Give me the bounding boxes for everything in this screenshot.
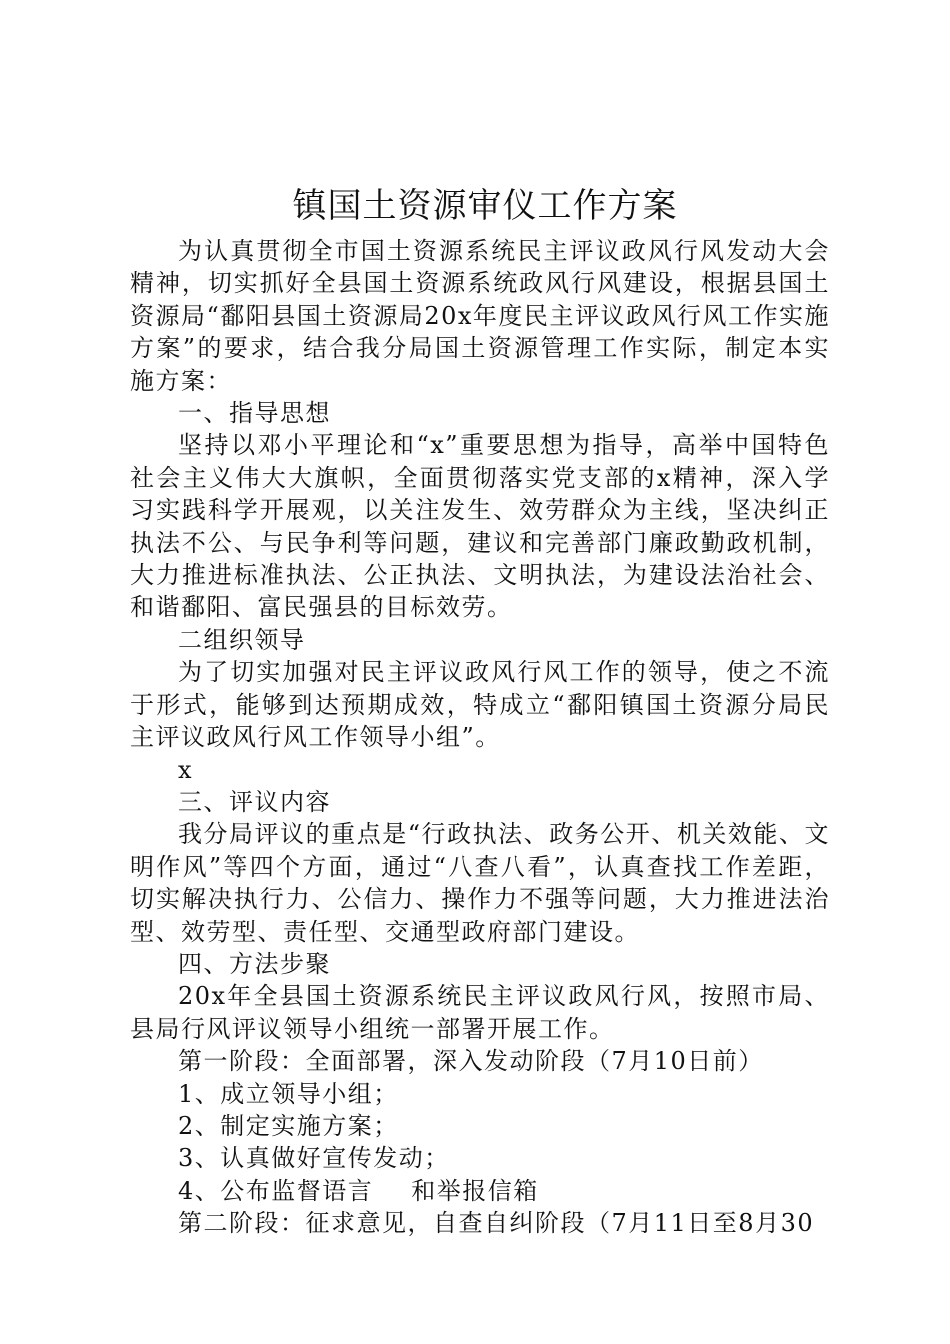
document-title: 镇国土资源审仪工作方案	[292, 186, 678, 226]
section-4-body: 20x年全县国土资源系统民主评议政风行风，按照市局、县局行风评议领导小组统一部署开展工作。	[130, 982, 830, 1043]
stage-1-item: 3、认真做好宣传发动；	[178, 1144, 450, 1173]
section-3-body: 我分局评议的重点是“行政执法、政务公开、机关效能、文明作风”等四个方面，通过“八查八看”，认真查找工作差距，切实解决执行力、公信力、操作力不强等问题，大力推进法治型、效劳型、责任型、交通型政府部门建设。	[130, 820, 830, 946]
section-3-heading: 三、评议内容	[178, 787, 331, 816]
stage-1-item-4	[130, 1175, 830, 1207]
stage-1-item: 1、成立领导小组；	[178, 1079, 399, 1108]
stage-2-heading: 第二阶段：征求意见，自查自纠阶段（7月11日至8月30	[178, 1209, 815, 1238]
stage-1-item-4-part-b: 和举报信箱	[411, 1176, 539, 1205]
stage-1-item-4-part-a: 4、公布监督语言	[178, 1176, 374, 1205]
section-1-body: 坚持以邓小平理论和“x”重要思想为指导，高举中国特色社会主义伟大大旗帜，全面贯彻落实党支部的x精神，深入学习实践科学开展观，以关注发生、效劳群众为主线，坚决纠正执法不公、与民争利等问题，建议和完善部门廉政勤政机制，大力推进标准执法、公正执法、文明执法，为建设法治社会、和谐鄱阳、富民强县的目标效劳。	[130, 431, 830, 622]
stage-1-heading: 第一阶段：全面部署，深入发动阶段（7月10日前）	[178, 1047, 764, 1076]
document-page	[130, 183, 830, 1240]
section-1-heading: 一、指导思想	[178, 399, 331, 428]
intro-paragraph: 为认真贯彻全市国土资源系统民主评议政风行风发动大会精神，切实抓好全县国土资源系统政风行风建设，根据县国土资源局“鄱阳县国土资源局20x年度民主评议政风行风工作实施方案”的要求，结合我分局国土资源管理工作实际，制定本实施方案：	[130, 237, 830, 395]
section-2-heading: 二组织领导	[178, 625, 306, 654]
section-2-extra: x	[178, 755, 194, 784]
section-4-heading: 四、方法步聚	[178, 949, 331, 978]
section-2-body: 为了切实加强对民主评议政风行风工作的领导，使之不流于形式，能够到达预期成效，特成立“鄱阳镇国土资源分局民主评议政风行风工作领导小组”。	[130, 658, 830, 752]
stage-1-item: 2、制定实施方案；	[178, 1111, 399, 1140]
